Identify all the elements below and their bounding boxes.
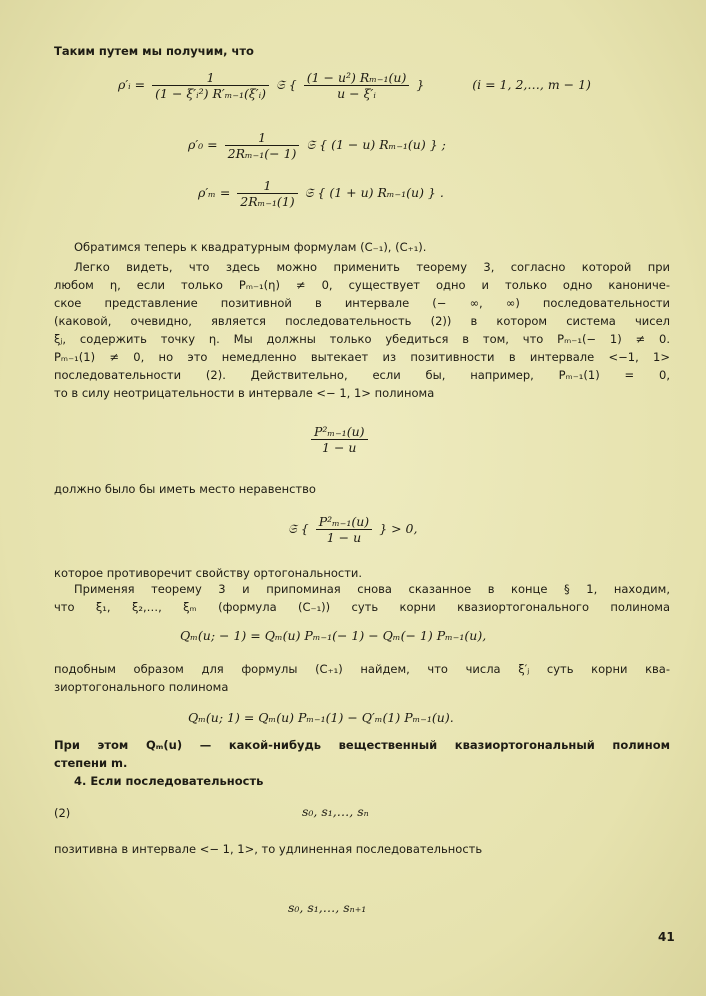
formula-part: } xyxy=(416,77,425,92)
paragraph-line: При этом Qₘ(u) — какой-нибудь вещественный квазиортогональный полином xyxy=(54,738,670,752)
numerator: 1 xyxy=(152,70,269,86)
paragraph-line: подобным образом для формулы (C₊₁) найдем, что числа ξ′ⱼ суть корни ква- xyxy=(54,662,670,676)
formula-part: } > 0, xyxy=(379,521,418,536)
numerator: P²ₘ₋₁(u) xyxy=(316,514,373,530)
formula-part: ρ′ₘ = xyxy=(198,185,231,200)
formula-condition: (i = 1, 2,…, m − 1) xyxy=(472,77,591,92)
paragraph-line: степени m. xyxy=(54,756,128,770)
paragraph-line: (каковой, очевидно, является последовательность (2)) в котором система чисел xyxy=(54,314,670,328)
fraction xyxy=(225,130,300,161)
paragraph-line: то в силу неотрицательности в интервале <− 1, 1> полинома xyxy=(54,386,435,400)
formula-rho-m xyxy=(198,178,444,209)
formula-part: ρ′ᵢ = xyxy=(118,77,146,92)
paragraph-line: Pₘ₋₁(1) ≠ 0, но это немедленно вытекает из позитивности в интервале <−1, 1> xyxy=(54,350,670,364)
denominator: 2Rₘ₋₁(− 1) xyxy=(227,146,297,161)
formula-part: 𝔖 { (1 − u) Rₘ₋₁(u) } ; xyxy=(306,137,446,152)
denominator: u − ξ′ᵢ xyxy=(337,86,376,101)
fraction xyxy=(237,178,297,209)
paragraph-line: ξⱼ, содержить точку η. Мы должны только убедиться в том, что Pₘ₋₁(− 1) ≠ 0. xyxy=(54,332,670,346)
formula-Q-plus: Qₘ(u; 1) = Qₘ(u) Pₘ₋₁(1) − Q′ₘ(1) Pₘ₋₁(u). xyxy=(188,710,454,725)
paragraph-line: зиортогонального полинома xyxy=(54,680,229,694)
formula-rho-i xyxy=(118,70,591,101)
formula-inequality xyxy=(288,514,418,545)
paragraph-line: Легко видеть, что здесь можно применить теорему 3, согласно которой при xyxy=(74,260,670,274)
paragraph-line: должно было бы иметь место неравенство xyxy=(54,482,316,496)
numerator: (1 − u²) Rₘ₋₁(u) xyxy=(304,70,410,86)
paragraph-line: Обратимся теперь к квадратурным формулам (C₋₁), (C₊₁). xyxy=(74,240,427,254)
paragraph-line: Применяя теорему 3 и припоминая снова сказанное в конце § 1, находим, xyxy=(74,582,670,596)
paragraph-line: что ξ₁, ξ₂,…, ξₘ (формула (C₋₁)) суть корни квазиортогонального полинома xyxy=(54,600,670,614)
denominator: 2Rₘ₋₁(1) xyxy=(240,194,295,209)
formula-part: 𝔖 { xyxy=(288,521,309,536)
sequence-n-plus-1: s₀, s₁,…, sₙ₊₁ xyxy=(288,900,367,915)
paragraph-line: любом η, если только Pₘ₋₁(η) ≠ 0, существует одно и только одно каноничe- xyxy=(54,278,670,292)
fraction xyxy=(304,70,410,101)
paragraph-line: последовательности (2). Действительно, если бы, например, Pₘ₋₁(1) = 0, xyxy=(54,368,670,382)
paragraph-line: позитивна в интервале <− 1, 1>, то удлиненная последовательность xyxy=(54,842,483,856)
fraction xyxy=(152,70,269,101)
formula-Q-minus: Qₘ(u; − 1) = Qₘ(u) Pₘ₋₁(− 1) − Qₘ(− 1) Pₘ₋₁(u), xyxy=(180,628,487,643)
denominator: 1 − u xyxy=(326,530,362,545)
denominator: 1 − u xyxy=(322,440,357,455)
fraction xyxy=(311,424,368,455)
intro-line: Таким путем мы получим, что xyxy=(54,44,254,58)
formula-part: ρ′₀ = xyxy=(188,137,218,152)
sequence-n: s₀, s₁,…, sₙ xyxy=(302,804,369,819)
formula-rho-0 xyxy=(188,130,446,161)
page-number: 41 xyxy=(658,930,675,944)
paragraph-line: 4. Если последовательность xyxy=(74,774,264,788)
equation-label: (2) xyxy=(54,806,71,820)
paragraph-line: ское представление позитивной в интервале (− ∞, ∞) последовательности xyxy=(54,296,670,310)
formula-part: 𝔖 { xyxy=(276,77,297,92)
numerator: P²ₘ₋₁(u) xyxy=(311,424,368,440)
paragraph-line: которое противоречит свойству ортогональности. xyxy=(54,566,363,580)
denominator: (1 − ξ′ᵢ²) R′ₘ₋₁(ξ′ᵢ) xyxy=(155,86,267,101)
fraction xyxy=(316,514,373,545)
formula-part: 𝔖 { (1 + u) Rₘ₋₁(u) } . xyxy=(304,185,444,200)
numerator: 1 xyxy=(225,130,300,146)
formula-fraction xyxy=(308,424,371,455)
numerator: 1 xyxy=(237,178,297,194)
